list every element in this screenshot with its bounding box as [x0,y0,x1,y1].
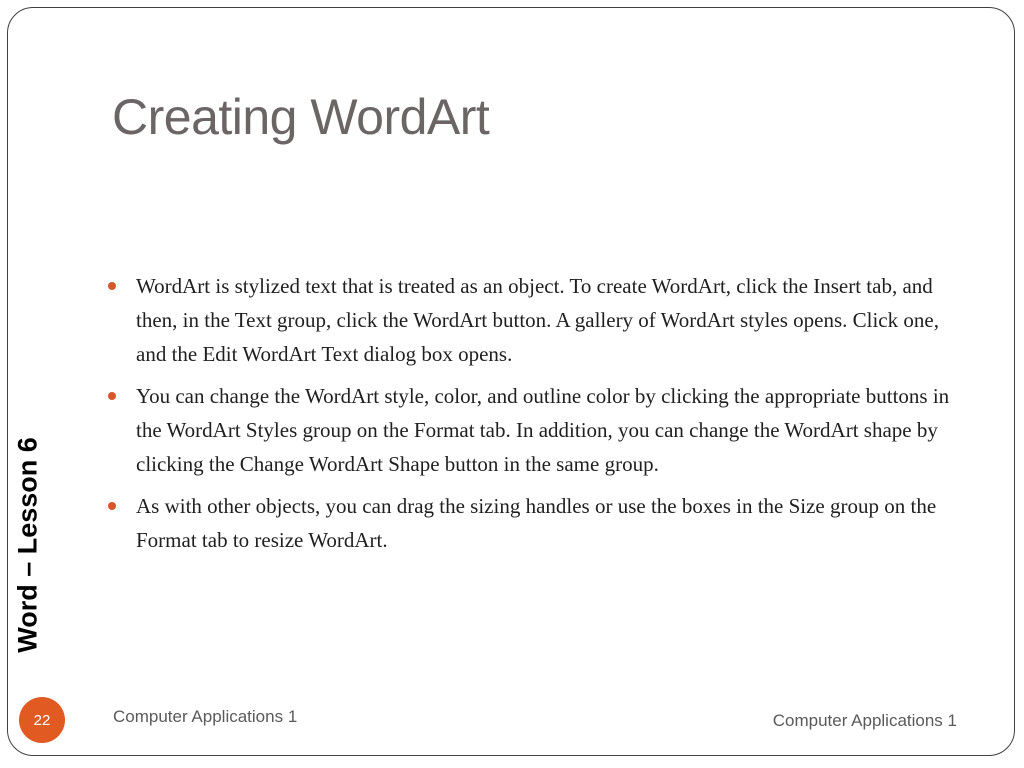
bullet-text: You can change the WordArt style, color, and outline color by clicking the appropriate buttons in the WordArt Styles group on the Format tab. In addition, you can change the WordArt shape by clicking the Change WordArt Shape button in the same group. [136,384,950,476]
bullet-icon [108,502,116,510]
footer-right-text: Computer Applications 1 [772,711,957,730]
bullet-item [108,269,968,371]
page-number: 22 [33,711,51,729]
footer-left-text: Computer Applications 1 [113,707,298,726]
bullet-icon [108,392,116,400]
bullet-text: As with other objects, you can drag the sizing handles or use the boxes in the Size group on the Format tab to resize WordArt. [136,494,937,552]
bullet-text: WordArt is stylized text that is treated as an object. To create WordArt, click the Insert tab, and then, in the Text group, click the WordArt button. A gallery of WordArt styles opens. Click one, and the Edit WordArt Text dialog box opens. [136,274,939,366]
page-number-badge [19,697,65,743]
side-label: Word – Lesson 6 [12,437,43,653]
bullet-item [108,379,968,481]
bullet-item [108,489,968,557]
bullet-icon [108,282,116,290]
slide-title: Creating WordArt [112,89,490,145]
bullet-list [108,269,968,565]
